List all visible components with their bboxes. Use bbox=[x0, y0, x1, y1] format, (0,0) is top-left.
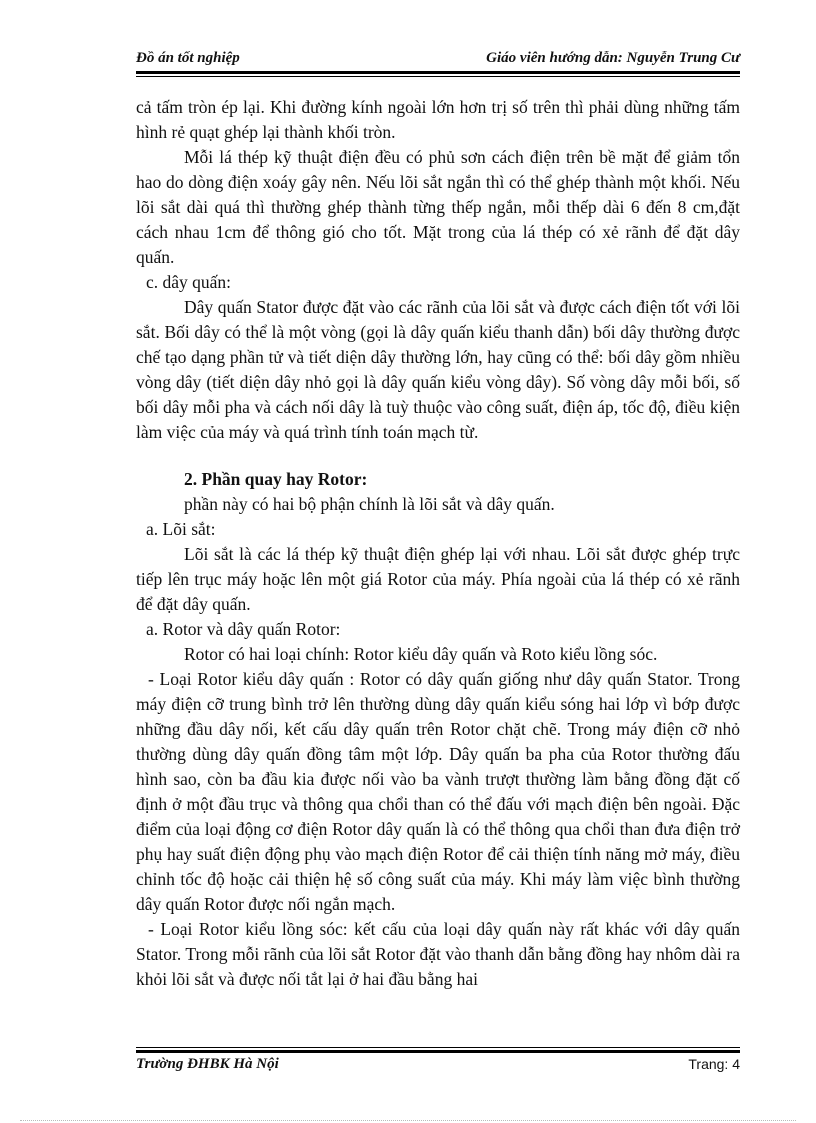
footer-rule-thin bbox=[136, 1047, 740, 1048]
page-header bbox=[136, 50, 740, 72]
header-project-title: Đồ án tốt nghiệp bbox=[136, 50, 240, 66]
header-supervisor: Giáo viên hướng dẫn: Nguyễn Trung Cư bbox=[486, 50, 740, 66]
paragraph: Dây quấn Stator được đặt vào các rãnh của lõi sắt và được cách điện tốt với lõi sắt. Bối dây có thể là một vòng (gọi là dây quấn kiểu thanh dẫn) bối dây thường được chế tạo dạng phần tử và tiết diện dây thường lớn, hay cũng có thể: bối dây gồm nhiều vòng dây (tiết diện dây nhỏ gọi là dây quấn kiểu vòng dây). Số vòng dây mỗi bối, số bối dây mỗi pha và cách nối dây là tuỳ thuộc vào công suất, điện áp, tốc độ, điều kiện làm việc của máy và quá trình tính toán mạch từ. bbox=[136, 297, 740, 442]
page-edge-divider bbox=[20, 1120, 796, 1121]
page-number: Trang: 4 bbox=[688, 1056, 740, 1072]
paragraph: phần này có hai bộ phận chính là lõi sắt và dây quấn. bbox=[184, 494, 555, 514]
paragraph: - Loại Rotor kiểu lồng sóc: kết cấu của loại dây quấn này rất khác với dây quấn Stator. Trong mỗi rãnh của lõi sắt Rotor đặt vào thanh dẫn bằng đồng hay nhôm dài ra khỏi lõi sắt và được nối tắt lại ở hai đầu bằng hai bbox=[136, 919, 740, 989]
paragraph: - Loại Rotor kiểu dây quấn : Rotor có dây quấn giống như dây quấn Stator. Trong máy điện cỡ trung bình trở lên thường dùng dây quấn kiểu sóng hai lớp vì bớp được những đầu dây nối, kết cấu dây quấn trên Rotor chặt chẽ. Trong máy điện cỡ nhỏ thường dùng dây quấn đồng tâm một lớp. Dây quấn ba pha của Rotor thường đấu hình sao, còn ba đầu kia được nối vào ba vành trượt thường làm bằng đồng đặt cố định ở một đầu trục và thông qua chổi than có thể đấu với mạch điện bên ngoài. Đặc điểm của loại động cơ điện Rotor dây quấn là có thể thông qua chổi than đưa điện trở phụ hay suất điện động phụ vào mạch điện Rotor để cải thiện tính năng mở máy, điều chỉnh tốc độ hoặc cải thiện hệ số công suất của máy. Khi máy làm việc bình thường dây quấn Rotor được nối ngắn mạch. bbox=[136, 669, 740, 914]
section-heading: 2. Phần quay hay Rotor: bbox=[184, 469, 368, 489]
paragraph: Mỗi lá thép kỹ thuật điện đều có phủ sơn cách điện trên bề mặt để giảm tổn hao do dòng điện xoáy gây nên. Nếu lõi sắt ngắn thì có thể ghép thành một khối. Nếu lõi sắt dài quá thì thường ghép thành từng thếp ngắn, mỗi thếp dài 6 đến 8 cm,đặt cách nhau 1cm để thông gió cho tốt. Mặt trong của lá thép có xẻ rãnh để đặt dây quấn. bbox=[136, 147, 740, 267]
footer-rule-thick bbox=[136, 1050, 740, 1053]
header-rule-thick bbox=[136, 71, 740, 74]
document-body bbox=[136, 95, 740, 992]
section-label: a. Lõi sắt: bbox=[146, 519, 216, 539]
paragraph: Lõi sắt là các lá thép kỹ thuật điện ghép lại với nhau. Lõi sắt được ghép trực tiếp lên trục máy hoặc lên một giá Rotor của máy. Phía ngoài của lá thép có xẻ rãnh để đặt dây quấn. bbox=[136, 544, 740, 614]
section-label: a. Rotor và dây quấn Rotor: bbox=[146, 619, 341, 639]
paragraph: cả tấm tròn ép lại. Khi đường kính ngoài lớn hơn trị số trên thì phải dùng những tấm hình rẻ quạt ghép lại thành khối tròn. bbox=[136, 97, 740, 142]
paragraph: Rotor có hai loại chính: Rotor kiểu dây quấn và Roto kiểu lồng sóc. bbox=[184, 644, 658, 664]
header-rule-thin bbox=[136, 76, 740, 77]
footer-school: Trường ĐHBK Hà Nội bbox=[136, 1056, 279, 1072]
section-label: c. dây quấn: bbox=[146, 272, 232, 292]
spacer bbox=[136, 445, 740, 467]
